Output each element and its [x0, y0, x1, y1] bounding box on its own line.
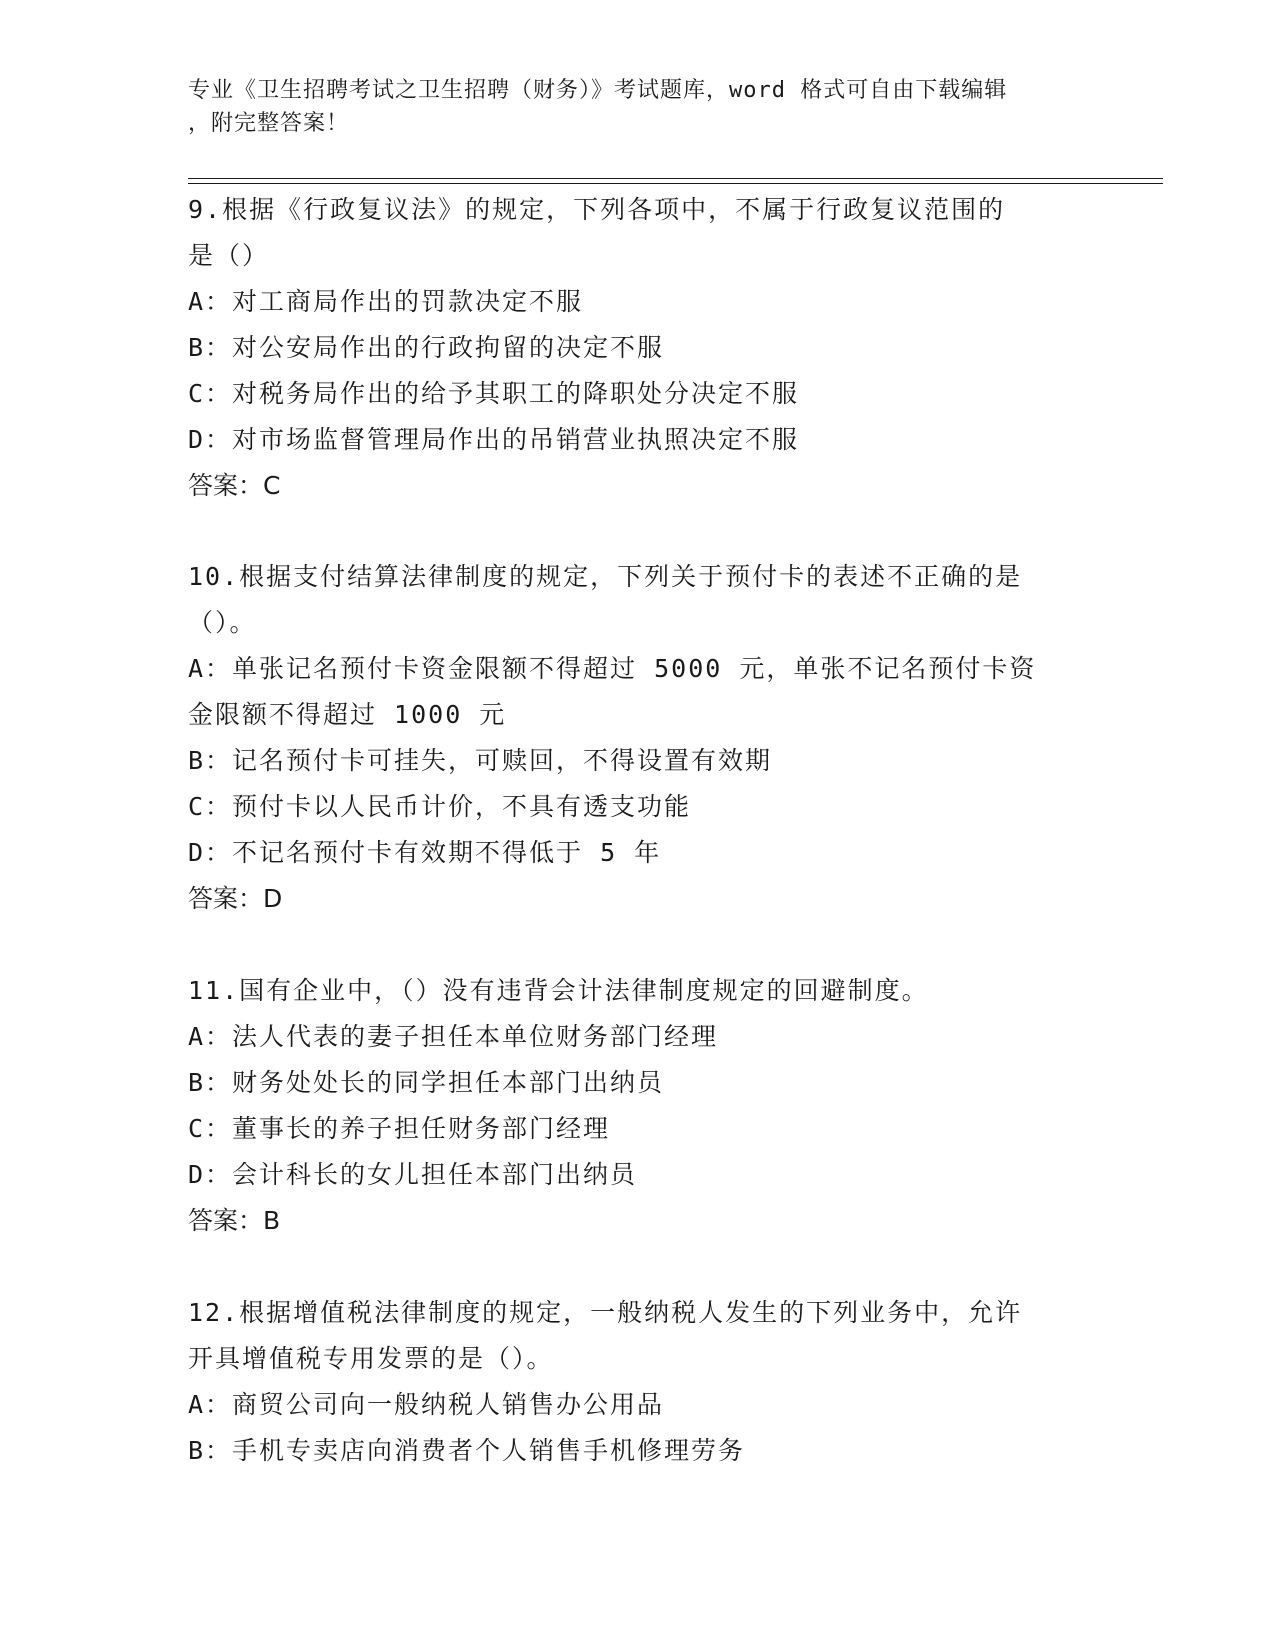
option-c: C：董事长的养子担任财务部门经理	[188, 1114, 611, 1143]
question-text: 11.国有企业中，（）没有违背会计法律制度规定的回避制度。	[188, 976, 929, 1005]
header-line: 专业《卫生招聘考试之卫生招聘（财务）》考试题库，word 格式可自由下载编辑	[188, 78, 1008, 103]
question-11	[188, 968, 1088, 1244]
option-b: B：财务处处长的同学担任本部门出纳员	[188, 1068, 665, 1097]
option-d: D：会计科长的女儿担任本部门出纳员	[188, 1160, 638, 1189]
document-header	[188, 74, 1088, 140]
question-text: 10.根据支付结算法律制度的规定，下列关于预付卡的表述不正确的是	[188, 562, 1023, 591]
option-b: B：记名预付卡可挂失，可赎回，不得设置有效期	[188, 746, 773, 775]
option-a-continued: 金限额不得超过 1000 元	[188, 700, 507, 729]
question-text: 12.根据增值税法律制度的规定，一般纳税人发生的下列业务中，允许	[188, 1298, 1023, 1327]
option-c: C：预付卡以人民币计价，不具有透支功能	[188, 792, 692, 821]
question-text: 开具增值税专用发票的是（）。	[188, 1344, 554, 1373]
option-d: D：对市场监督管理局作出的吊销营业执照决定不服	[188, 425, 800, 454]
option-b: B：手机专卖店向消费者个人销售手机修理劳务	[188, 1436, 746, 1465]
option-d: D：不记名预付卡有效期不得低于 5 年	[188, 838, 662, 867]
header-divider	[188, 178, 1163, 179]
document-page	[188, 0, 1163, 1650]
header-line: ，附完整答案！	[188, 111, 350, 136]
option-a: A：法人代表的妻子担任本单位财务部门经理	[188, 1022, 719, 1051]
option-a: A：单张记名预付卡资金限额不得超过 5000 元，单张不记名预付卡资	[188, 654, 1037, 683]
question-text: 9.根据《行政复议法》的规定，下列各项中，不属于行政复议范围的	[188, 195, 1006, 224]
answer-line: 答案：B	[188, 1206, 281, 1235]
answer-line: 答案：C	[188, 471, 281, 500]
header-divider	[188, 183, 1163, 184]
option-a: A：商贸公司向一般纳税人销售办公用品	[188, 1390, 665, 1419]
question-text: （）。	[188, 608, 257, 637]
option-b: B：对公安局作出的行政拘留的决定不服	[188, 333, 665, 362]
question-12	[188, 1290, 1088, 1474]
question-10	[188, 554, 1088, 922]
option-a: A：对工商局作出的罚款决定不服	[188, 287, 584, 316]
option-c: C：对税务局作出的给予其职工的降职处分决定不服	[188, 379, 800, 408]
question-9	[188, 187, 1088, 509]
question-text: 是（）	[188, 241, 270, 270]
answer-line: 答案：D	[188, 884, 283, 913]
